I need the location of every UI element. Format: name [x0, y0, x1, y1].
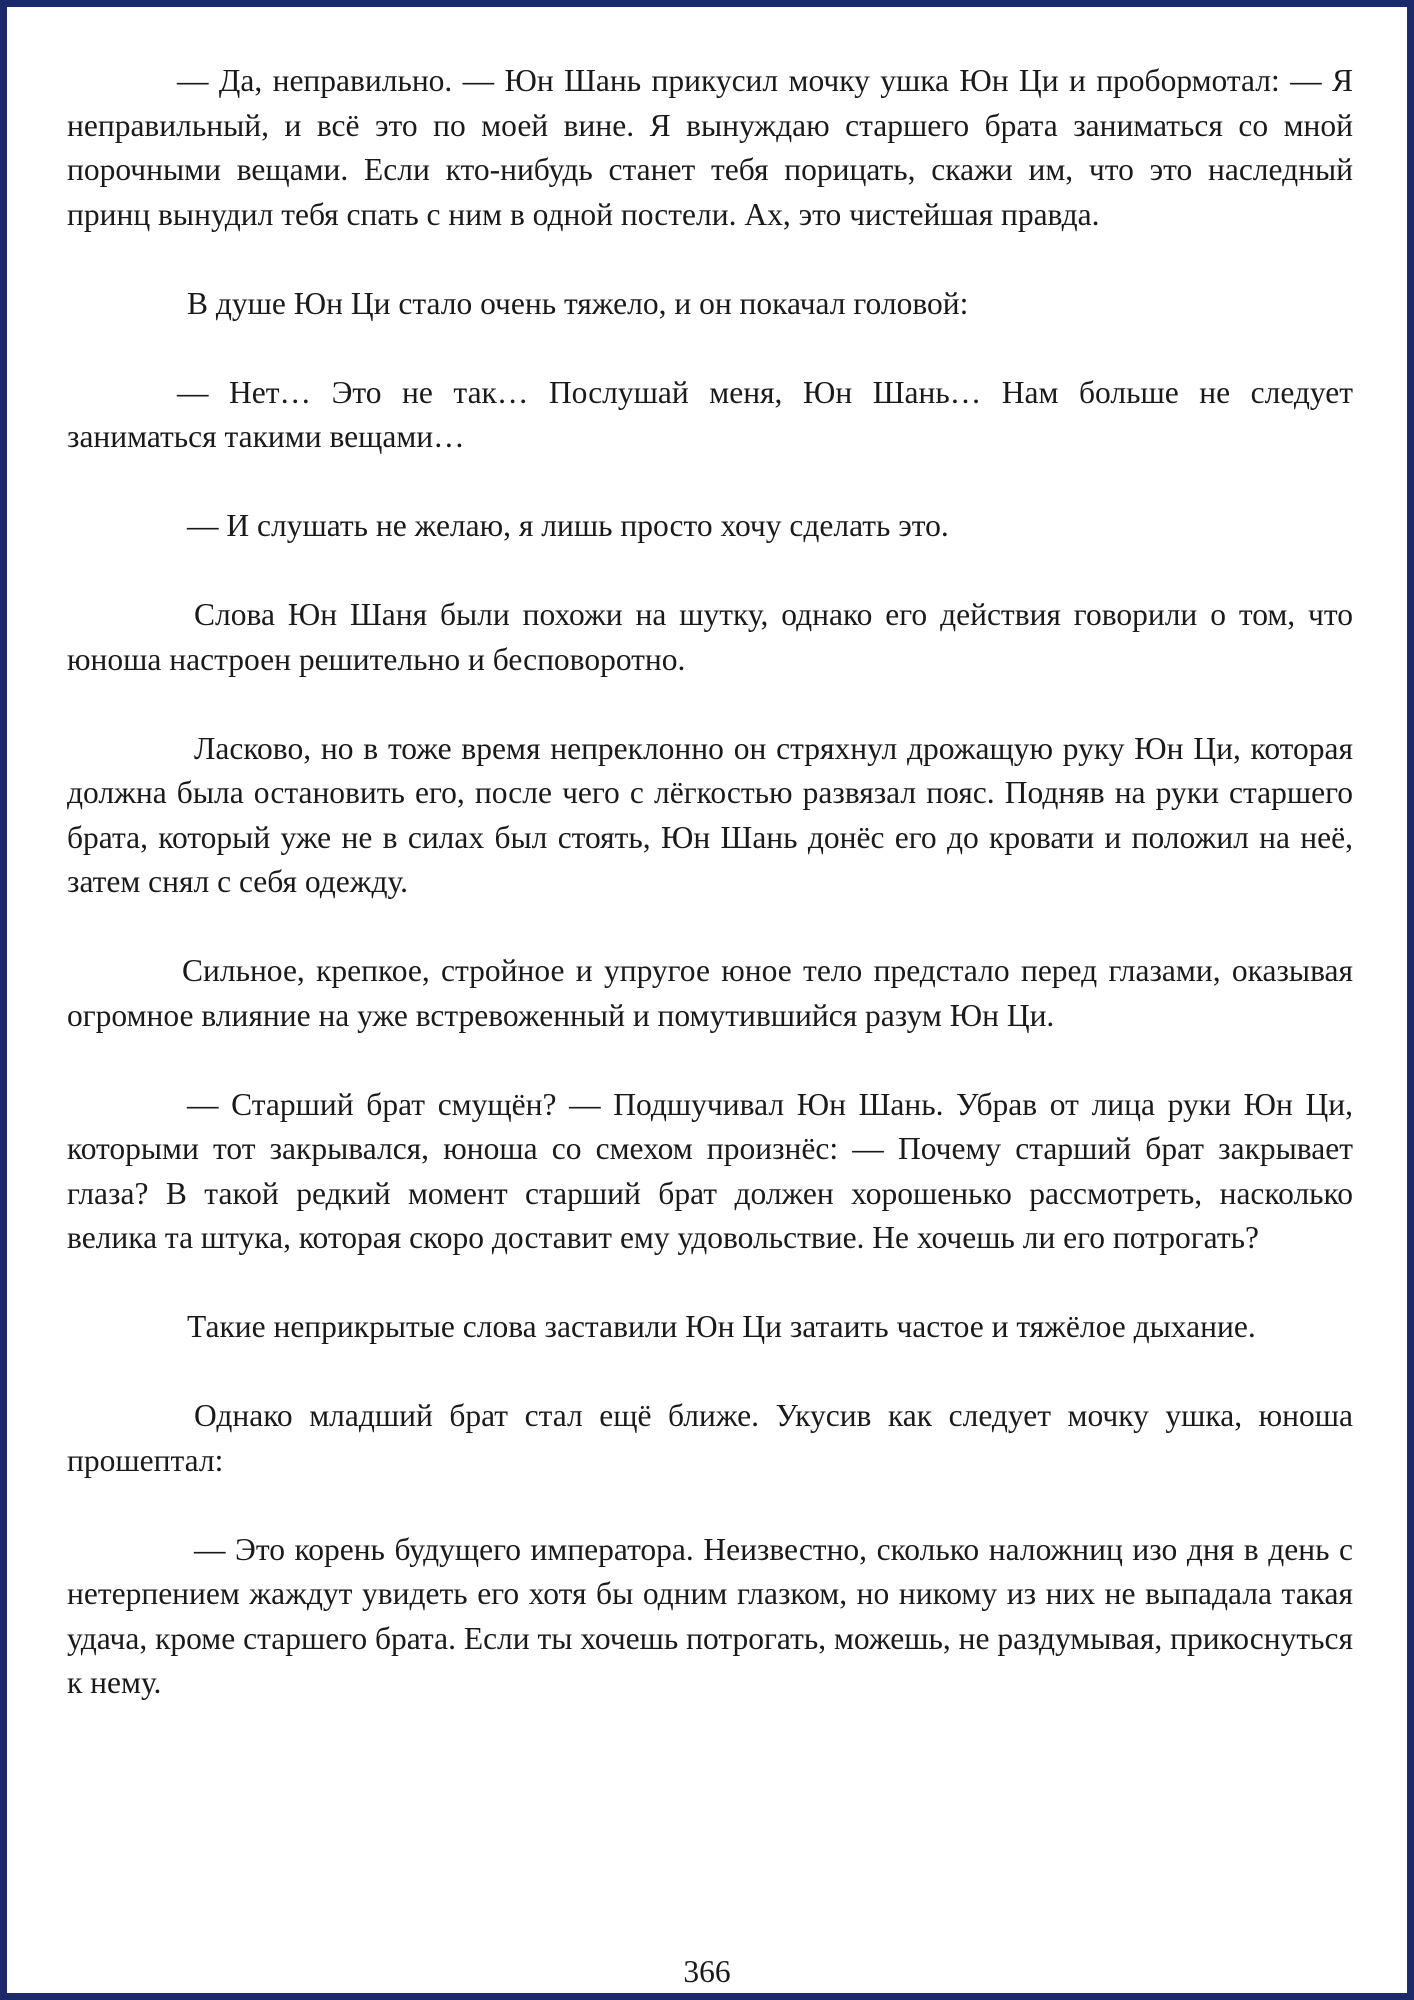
paragraph-9: Такие неприкрытые слова заставили Юн Ци затаить частое и тяжёлое дыхание.	[187, 1309, 1256, 1344]
paragraph-6: Ласково, но в тоже время непреклонно он стряхнул дрожащую руку Юн Ци, которая должна была остановить его, после чего с лёгкостью развязал пояс. Подняв на руки старшего брата, который уже не в силах был стоять, Юн Шань донёс его до кровати и положил на неё, затем снял с себя одежду.	[67, 730, 1353, 899]
paragraph-1: — Да, неправильно. — Юн Шань прикусил мочку ушка Юн Ци и пробормотал: — Я неправильный, и всё это по моей вине. Я вынуждаю старшего брата заниматься со мной порочными вещами. Если кто-нибудь станет тебя порицать, скажи им, что это наследный принц вынудил тебя спать с ним в одной постели. Ах, это чистейшая правда.	[67, 63, 1353, 232]
paragraph-4: — И слушать не желаю, я лишь просто хочу сделать это.	[187, 508, 949, 543]
paragraph-11: — Это корень будущего императора. Неизвестно, сколько наложниц изо дня в день с нетерпением жаждут увидеть его хотя бы одним глазком, но никому из них не выпадала такая удача, кроме старшего брата. Если ты хочешь потрогать, можешь, не раздумывая, прикоснуться к нему.	[67, 1531, 1353, 1700]
paragraph-3: — Нет… Это не так… Послушай меня, Юн Шань… Нам больше не следует заниматься такими вещами…	[67, 374, 1353, 454]
paragraph-7: Сильное, крепкое, стройное и упругое юное тело предстало перед глазами, оказывая огромное влияние на уже встревоженный и помутившийся разум Юн Ци.	[67, 953, 1353, 1033]
page-number: 366	[683, 1954, 731, 1989]
paragraph-2: В душе Юн Ци стало очень тяжело, и он покачал головой:	[187, 285, 969, 321]
page-text	[67, 59, 1353, 1750]
paragraph-10: Однако младший брат стал ещё ближе. Укусив как следует мочку ушка, юноша прошептал:	[67, 1398, 1353, 1478]
paragraph-8: — Старший брат смущён? — Подшучивал Юн Шань. Убрав от лица руки Юн Ци, которыми тот закрывался, юноша со смехом произнёс: — Почему старший брат закрывает глаза? В такой редкий момент старший брат должен хорошенько рассмотреть, насколько велика та штука, которая скоро доставит ему удовольствие. Не хочешь ли его потрогать?	[67, 1086, 1353, 1255]
paragraph-5: Слова Юн Шаня были похожи на шутку, однако его действия говорили о том, что юноша настроен решительно и бесповоротно.	[67, 597, 1353, 677]
